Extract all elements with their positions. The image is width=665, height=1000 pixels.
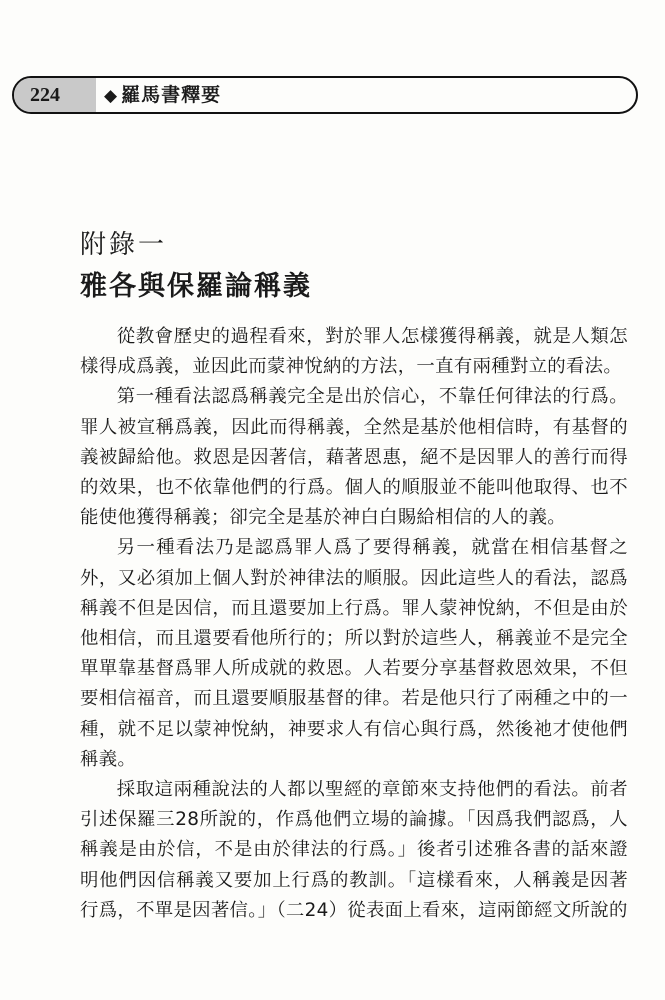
paragraph: 採取這兩種說法的人都以聖經的章節來支持他們的看法。前者引述保羅三28所說的，作爲他們立場的論據。「因爲我們認爲，人稱義是由於信，不是由於律法的行爲。」後者引述雅各書的話來證明他們因信稱義又要加上行爲的教訓。「這樣看來，人稱義是因著行爲，不單是因著信。」（二24）從表面上看來，這兩節經文所說的 bbox=[80, 779, 628, 921]
book-title-text: 羅馬書釋要 bbox=[121, 84, 222, 106]
running-header bbox=[12, 76, 638, 114]
page-number: 224 bbox=[14, 78, 96, 112]
diamond-icon: ◆ bbox=[104, 86, 119, 106]
paragraph: 第一種看法認爲稱義完全是出於信心，不靠任何律法的行爲。罪人被宣稱爲義，因此而得稱義，全然是基於他相信時，有基督的義被歸給他。救恩是因著信，藉著恩惠，絕不是因罪人的善行而得的效果，也不依靠他們的行爲。個人的順服並不能叫他取得、也不能使他獲得稱義；卻完全是基於神白白賜給相信的人的義。 bbox=[80, 386, 628, 529]
paragraph: 從教會歷史的過程看來，對於罪人怎樣獲得稱義，就是人類怎樣得成爲義，並因此而蒙神悅納的方法，一直有兩種對立的看法。 bbox=[80, 326, 628, 378]
book-title bbox=[104, 78, 221, 112]
paragraph: 另一種看法乃是認爲罪人爲了要得稱義，就當在相信基督之外，又必須加上個人對於神律法的順服。因此這些人的看法，認爲稱義不但是因信，而且還要加上行爲。罪人蒙神悅納，不但是由於他相信，而且還要看他所行的；所以對於這些人，稱義並不是完全單單靠基督爲罪人所成就的救恩。人若要分享基督救恩效果，不但要相信福音，而且還要順服基督的律。若是他只行了兩種之中的一種，就不足以蒙神悅納，神要求人有信心與行爲，然後祂才使他們稱義。 bbox=[80, 537, 628, 770]
chapter-title: 雅各與保羅論稱義 bbox=[80, 271, 312, 302]
appendix-label: 附錄一 bbox=[80, 230, 168, 260]
body-text bbox=[80, 322, 628, 926]
